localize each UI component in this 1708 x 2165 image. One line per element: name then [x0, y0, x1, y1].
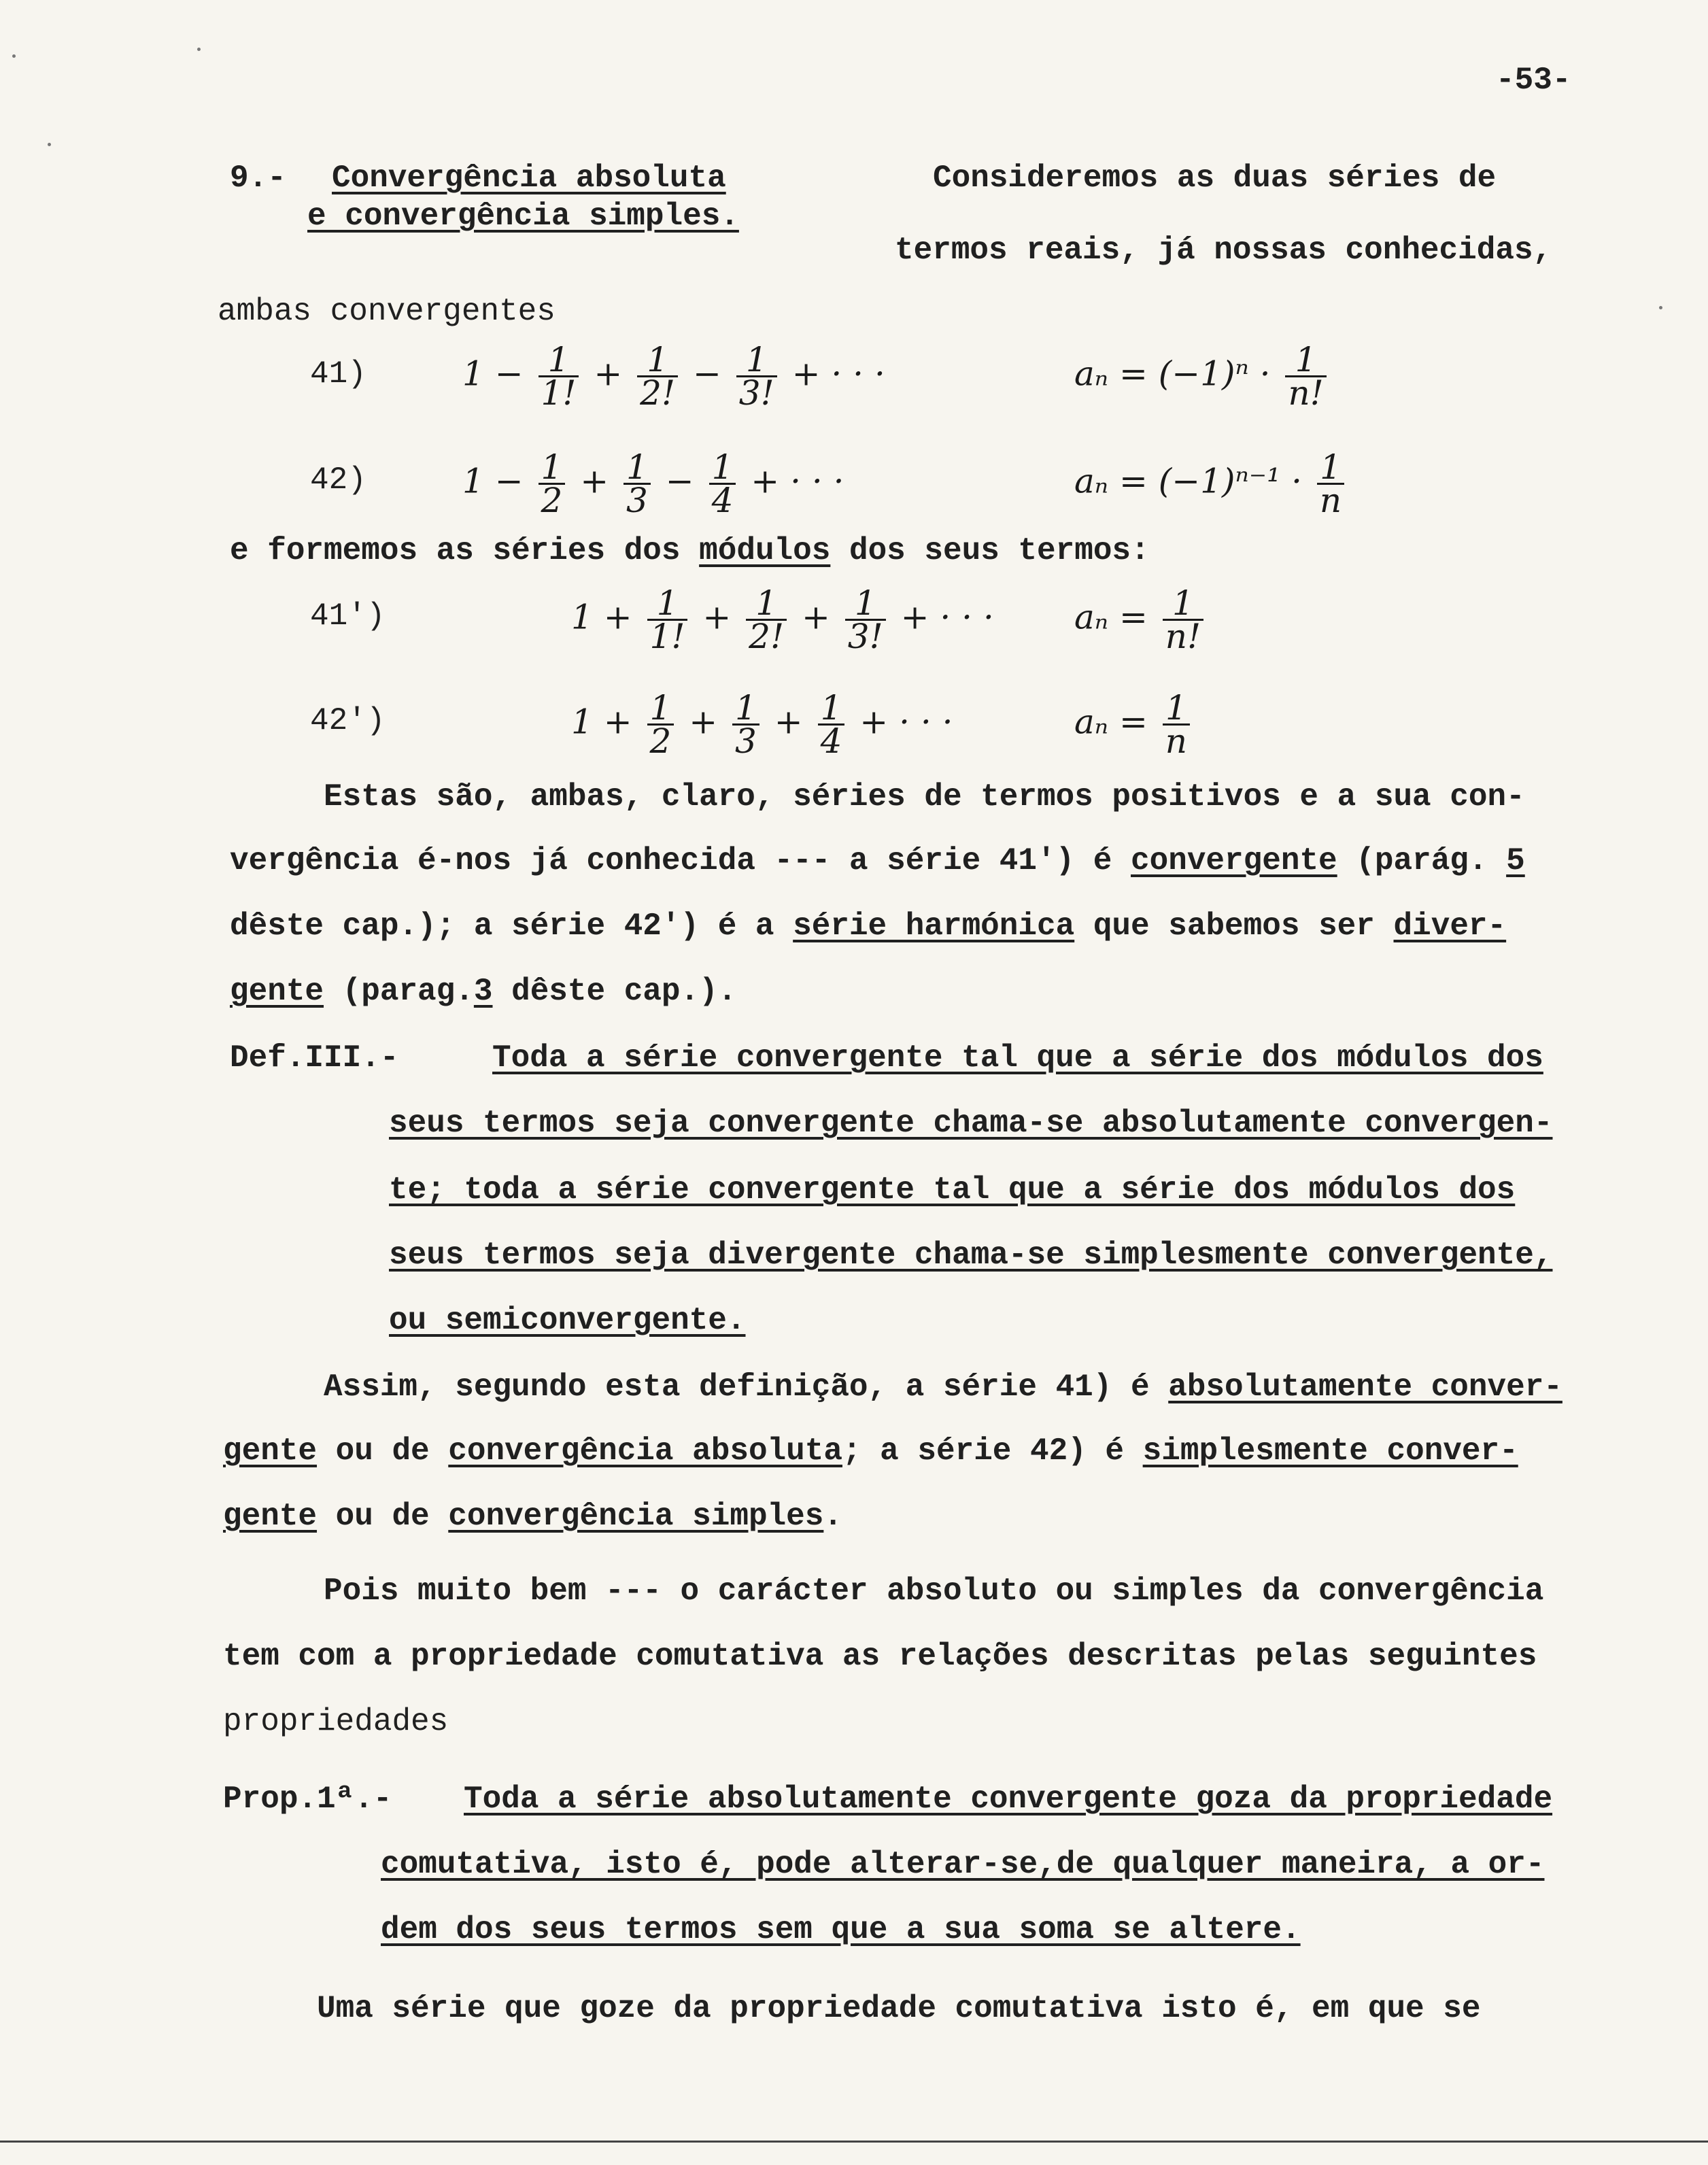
speck	[1659, 306, 1662, 309]
series-41-general-term: aₙ = (−1)ⁿ · $\frac{1}{n!}$	[1074, 344, 1331, 409]
series-41-label: 41)	[310, 356, 366, 392]
modulus-intro: e formemos as séries dos módulos dos seus termos:	[230, 533, 1150, 568]
proposition-line1: Toda a série absolutamente convergente goza da propriedade	[464, 1782, 1553, 1817]
para3-line2: tem com a propriedade comutativa as relações descritas pelas seguintes	[223, 1639, 1537, 1674]
section-title-line1: Convergência absoluta	[332, 160, 726, 196]
series-41-formula: 1 − $\frac{1}{1!}$ + $\frac{1}{2!}$ − $\frac{1}{3!}$ + · · ·	[462, 340, 885, 413]
para2-line3: gente ou de convergência simples.	[223, 1499, 842, 1534]
definition-line4: seus termos seja divergente chama-se simplesmente convergente,	[389, 1238, 1553, 1273]
definition-line5: ou semiconvergente.	[389, 1303, 746, 1338]
series-41p-formula: 1 + $\frac{1}{1!}$ + $\frac{1}{2!}$ + $\frac{1}{3!}$ + · · ·	[571, 583, 994, 656]
para2-line1: Assim, segundo esta definição, a série 41) é absolutamente conver-	[324, 1369, 1562, 1405]
speck	[48, 143, 51, 146]
proposition-line2: comutativa, isto é, pode alterar-se,de qualquer maneira, a or-	[381, 1847, 1545, 1882]
series-41p-general-term: aₙ = $\frac{1}{n!}$	[1074, 587, 1208, 652]
definition-line3: te; toda a série convergente tal que a série dos módulos dos	[389, 1172, 1516, 1208]
page-bottom-edge	[0, 2141, 1708, 2143]
speck	[197, 48, 201, 51]
para3-line3: propriedades	[223, 1704, 449, 1739]
para2-line2: gente ou de convergência absoluta; a série 42) é simplesmente conver-	[223, 1433, 1518, 1469]
series-42-formula: 1 − $\frac{1}{2}$ + $\frac{1}{3}$ − $\frac{1}{4}$ + · · ·	[462, 447, 844, 520]
intro-line-1: Consideremos as duas séries de	[933, 160, 1497, 196]
definition-line2: seus termos seja convergente chama-se absolutamente convergen-	[389, 1106, 1553, 1141]
para1-line1: Estas são, ambas, claro, séries de termos positivos e a sua con-	[324, 779, 1525, 815]
series-42-general-term: aₙ = (−1)ⁿ⁻¹ · $\frac{1}{n}$	[1074, 451, 1348, 516]
definition-line1: Toda a série convergente tal que a série dos módulos dos	[492, 1040, 1543, 1076]
series-42p-formula: 1 + $\frac{1}{2}$ + $\frac{1}{3}$ + $\frac{1}{4}$ + · · ·	[571, 688, 953, 761]
series-41p-label: 41')	[310, 598, 386, 634]
intro-line-2: termos reais, já nossas conhecidas,	[895, 233, 1552, 268]
series-42p-general-term: aₙ = $\frac{1}{n}$	[1074, 692, 1194, 757]
para3-line1: Pois muito bem --- o carácter absoluto ou simples da convergência	[324, 1573, 1544, 1609]
para1-line3: dêste cap.); a série 42') é a série harmónica que sabemos ser diver-	[230, 908, 1507, 944]
section-title-line2: e convergência simples.	[307, 199, 739, 234]
series-42p-label: 42')	[310, 703, 386, 738]
speck	[12, 54, 16, 58]
intro-line-3: ambas convergentes	[218, 294, 556, 329]
para1-line4: gente (parag.3 dêste cap.).	[230, 974, 737, 1009]
series-42-label: 42)	[310, 462, 366, 498]
page-number: -53-	[1496, 63, 1571, 98]
proposition-label: Prop.1ª.-	[223, 1782, 392, 1817]
para1-line2: vergência é-nos já conhecida --- a série 41') é convergente (parág. 5	[230, 843, 1525, 879]
para4-line1: Uma série que goze da propriedade comutativa isto é, em que se	[317, 1991, 1481, 2026]
section-number: 9.-	[230, 160, 286, 196]
proposition-line3: dem dos seus termos sem que a sua soma se altere.	[381, 1912, 1301, 1947]
definition-label: Def.III.-	[230, 1040, 399, 1076]
